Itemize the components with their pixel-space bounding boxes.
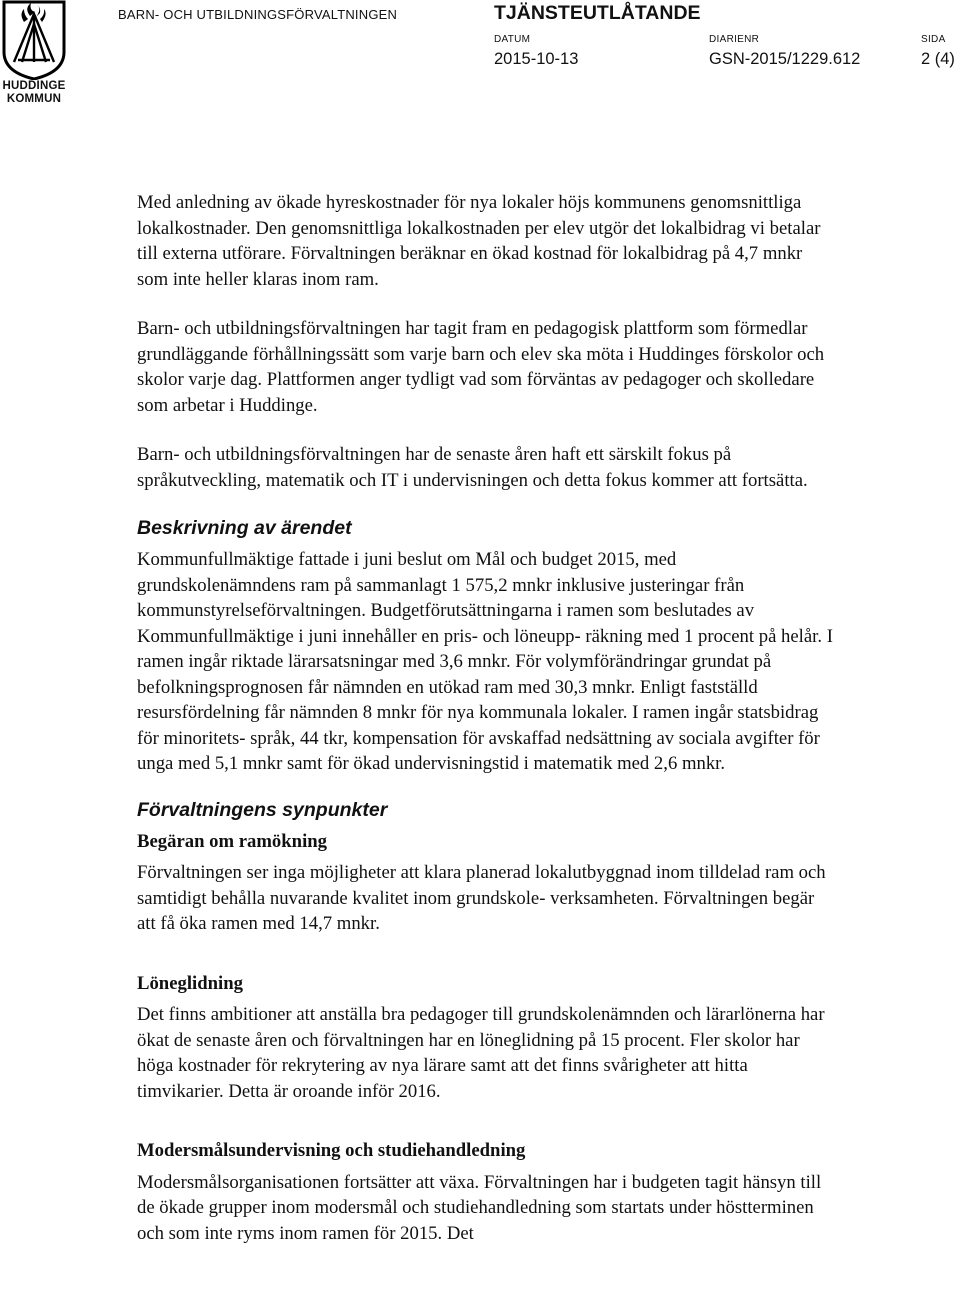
coat-of-arms-icon <box>0 0 68 80</box>
department-name: BARN- OCH UTBILDNINGSFÖRVALTNINGEN <box>118 7 398 22</box>
document-type: TJÄNSTEUTLÅTANDE <box>494 2 701 24</box>
ref-label: DIARIENR <box>709 34 760 45</box>
subheading-modersmal: Modersmålsundervisning och studiehandledning <box>137 1140 526 1161</box>
page-label: SIDA <box>921 34 946 45</box>
page-number: 2 (4) <box>921 50 955 68</box>
paragraph-loneglidning: Det finns ambitioner att anställa bra pedagoger till grundskolenämnden och lärarlönerna har ökat de senaste åren och förvaltningen har en löneglidning på 15 procent. Fler skolor har höga kostnader för rekrytering av nya lärare samt att det finns svårigheter att hitta timvikarier. Detta är oroande inför 2016. <box>137 1004 825 1102</box>
heading-synpunkter: Förvaltningens synpunkter <box>137 798 388 821</box>
document-body <box>137 190 837 1246</box>
date-label: DATUM <box>494 34 531 45</box>
municipality-logo <box>0 0 68 108</box>
paragraph-modersmal: Modersmålsorganisationen fortsätter att växa. Förvaltningen har i budgeten tagit hänsyn till de ökade grupper inom modersmål och studiehandledning som startats under höstterminen och som inte ryms inom ramen för 2015. Det <box>137 1171 822 1244</box>
paragraph-plattform: Barn- och utbildningsförvaltningen har tagit fram en pedagogisk plattform som förmedlar grundläggande förhållningssätt som varje barn och elev ska möta i Huddinges förskolor och skolor varje dag. Plattformen anger tydligt vad som förväntas av pedagoger och skolledare som arbetar i Huddinge. <box>137 318 825 416</box>
logo-line-2: KOMMUN <box>6 92 62 105</box>
ref-value: GSN-2015/1229.612 <box>709 50 861 68</box>
paragraph-fokus: Barn- och utbildningsförvaltningen har de senaste åren haft ett särskilt fokus på språkutveckling, matematik och IT i undervisningen och detta fokus kommer att fortsätta. <box>137 444 808 491</box>
paragraph-ramokning: Förvaltningen ser inga möjligheter att klara planerad lokalutbyggnad inom tilldelad ram och samtidigt behålla nuvarande kvalitet inom grundskole- verksamheten. Förvaltningen begär att få öka ramen med 14,7 mnkr. <box>137 862 826 934</box>
date-value: 2015-10-13 <box>494 50 579 68</box>
subheading-loneglidning: Löneglidning <box>137 972 243 994</box>
logo-line-1: HUDDINGE <box>2 80 66 92</box>
logo-text <box>0 80 68 105</box>
heading-beskrivning: Beskrivning av ärendet <box>137 517 352 539</box>
subheading-ramokning: Begäran om ramökning <box>137 830 327 852</box>
paragraph-lokalkostnader: Med anledning av ökade hyreskostnader för nya lokaler höjs kommunens genomsnittliga lokalkostnader. Den genomsnittliga lokalkostnaden per elev utgör det lokalbidrag vi betalar till externa utförare. Förvaltningen beräknar en ökad kostnad för lokalbidrag på 4,7 mnkr som inte heller klaras inom ram. <box>137 192 821 290</box>
paragraph-beskrivning: Kommunfullmäktige fattade i juni beslut om Mål och budget 2015, med grundskolenämndens ram på sammanlagt 1 575,2 mnkr inklusive justeringar från kommunstyrelseförvaltningen. Budgetförutsättningarna i ramen som beslutades av Kommunfullmäktige i juni innehåller en pris- och löneupp- räkning med 1 procent på helår. I ramen ingår riktade lärarsatsningar med 3,6 mnkr. För volymförändringar grundat på befolkningsprognosen får nämnden en utökad ram med 30,3 mnkr. Enligt fastställd resursfördelning får nämnden 8 mnkr för nya kommunala lokaler. I ramen ingår statsbidrag för minoritets- språk, 44 tkr, kompensation för avskaffad nedsättning av sociala avgifter för unga med 5,1 mnkr samt för ökad undervisningstid i matematik med 2,6 mnkr. <box>137 549 833 774</box>
